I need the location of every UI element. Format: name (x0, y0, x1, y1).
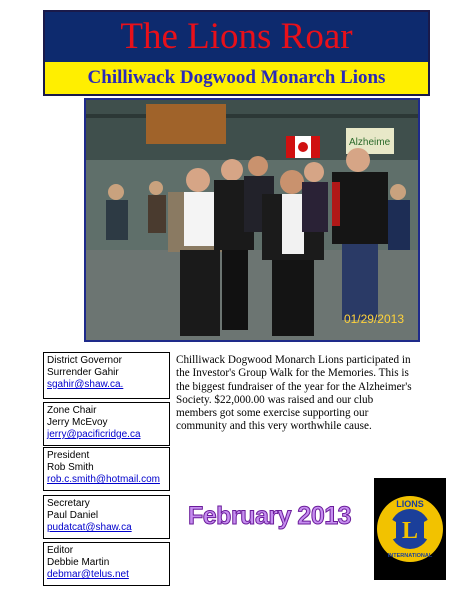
contact-role: Editor (47, 545, 74, 556)
article-body: Chilliwack Dogwood Monarch Lions participated in the Investor's Group Walk for the Memories. This is the biggest fundraiser of the year for the Alzheimer's Society. $22,000.00 was raised and our club members got some exercise supporting our community and this very worthwhile cause. (176, 354, 412, 433)
issue-date: February 2013 (188, 502, 352, 530)
masthead-subtitle-band (45, 60, 428, 94)
contact-box-district-governor (43, 352, 170, 399)
contact-name: Rob Smith (47, 462, 94, 473)
contact-email-link[interactable]: pudatcat@shaw.ca (47, 522, 132, 533)
group-photo-illustration (86, 100, 418, 340)
logo-top-text: LIONS (396, 499, 424, 509)
contact-name: Surrender Gahir (47, 367, 119, 378)
logo-bottom-text: INTERNATIONAL (387, 553, 433, 559)
contact-box-secretary (43, 495, 170, 539)
contact-email-link[interactable]: sgahir@shaw.ca. (47, 379, 124, 390)
contact-name: Debbie Martin (47, 557, 110, 568)
photo-date-stamp: 01/29/2013 (343, 312, 404, 326)
newsletter-title: The Lions Roar (120, 15, 353, 57)
contact-role: Zone Chair (47, 405, 97, 416)
contact-box-president (43, 447, 170, 491)
contact-email-link[interactable]: rob.c.smith@hotmail.com (47, 474, 160, 485)
contact-role: President (47, 450, 90, 461)
contact-box-zone-chair (43, 402, 170, 446)
contact-role: Secretary (47, 498, 90, 509)
lions-international-logo-icon (374, 478, 446, 580)
contact-name: Paul Daniel (47, 510, 99, 521)
club-name: Chilliwack Dogwood Monarch Lions (87, 67, 386, 88)
contact-name: Jerry McEvoy (47, 417, 108, 428)
banner-text: Alzheime (349, 137, 391, 148)
contact-role: District Governor (47, 355, 123, 366)
contact-box-editor (43, 542, 170, 586)
masthead (43, 10, 430, 96)
logo-center-letter: L (401, 518, 419, 544)
group-photo (84, 98, 420, 342)
contact-email-link[interactable]: debmar@telus.net (47, 569, 129, 580)
masthead-title-band (45, 12, 428, 60)
contact-email-link[interactable]: jerry@pacificridge.ca (47, 429, 141, 440)
